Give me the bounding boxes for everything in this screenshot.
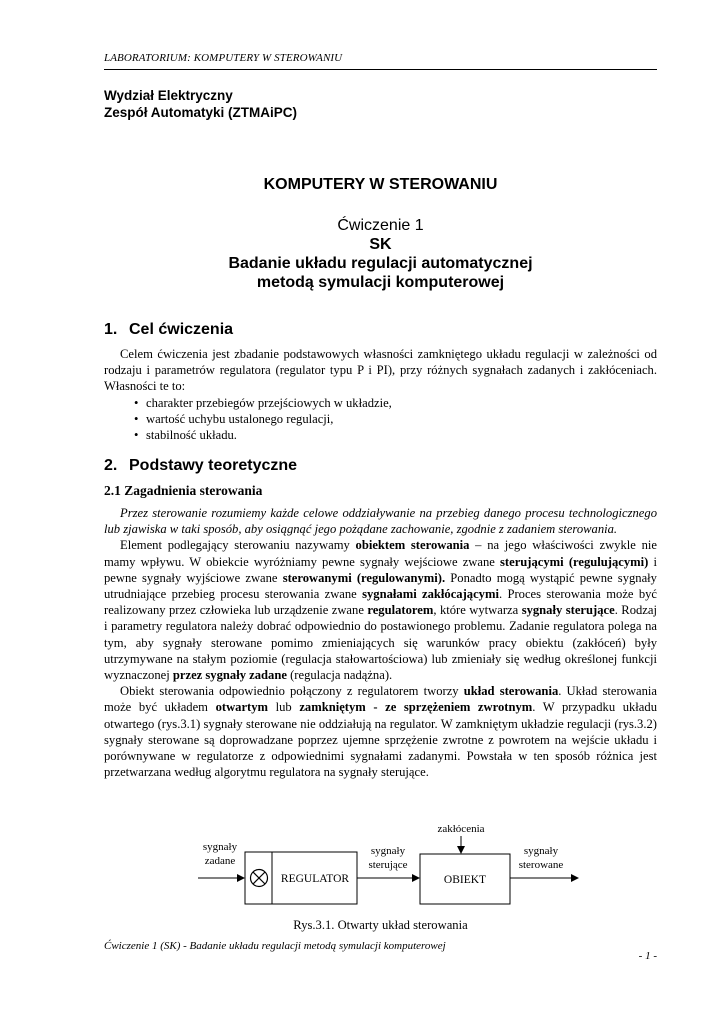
figure-caption: Rys.3.1. Otwarty układ sterowania: [293, 918, 468, 932]
bold-term: sygnałami zakłócającymi: [362, 587, 499, 602]
open-loop-diagram: [190, 818, 580, 910]
section-1-title: Cel ćwiczenia: [129, 321, 234, 338]
bold-term: otwartym: [215, 700, 269, 715]
running-header: LABORATORIUM: KOMPUTERY W STEROWANIU: [104, 52, 343, 64]
text-run: Obiekt sterowania odpowiednio połączony z regulatorem tworzy: [120, 684, 464, 699]
section-2-heading: [104, 457, 297, 475]
bullet-icon: •: [134, 428, 139, 443]
control-label-1: sygnały: [370, 845, 406, 857]
text-run: . Rodzaj i parametry regulatora należy dobrać odpowiednio do postawionego problemu. Zadanie regulatora polega na tym, aby sygnały sterowane pomimo zmieniających się warunków pracy obiektu (zakłóceń) były utrzymywane na stałym poziomie (regulacja stałowartościowa) lub zmieniały się według określonej funkcji wyznaczonej: [104, 603, 657, 683]
text-run: Ponadto mogą wystąpić pewne sygnały utrudniające przebieg procesu sterowania zwane: [104, 570, 657, 602]
section-2-title: Podstawy teoretyczne: [129, 457, 298, 474]
exercise-number: Ćwiczenie 1: [337, 217, 424, 234]
text-run: – na jego właściwości zwykle nie mamy wpływu. W obiekcie wyróżniamy pewne sygnały wejściowe zwane: [104, 538, 657, 569]
list-item: • stabilność układu.: [134, 428, 237, 443]
bold-term: układ sterowania: [463, 684, 559, 699]
department-block: [104, 87, 297, 121]
bold-term: sterującymi (regulującymi): [500, 554, 649, 569]
output-label-2: sterowane: [518, 859, 564, 871]
section-2-body: [104, 505, 657, 780]
exercise-subtitle-2: metodą symulacji komputerowej: [256, 274, 505, 291]
exercise-subtitle-1: Badanie układu regulacji automatycznej: [228, 255, 533, 272]
bullet-icon: •: [134, 396, 139, 410]
text-run: lub: [268, 700, 300, 715]
control-label-2: sterujące: [368, 859, 408, 871]
bold-term: przez sygnały zadane: [172, 668, 287, 683]
bullet-icon: •: [134, 412, 139, 427]
course-title: KOMPUTERY W STEROWANIU: [263, 176, 498, 193]
team-name: Zespół Automatyki (ZTMAiPC): [104, 105, 298, 120]
list-item: • wartość uchybu ustalonego regulacji,: [134, 412, 334, 427]
list-item: • charakter przebiegów przejściowych w układzie,: [134, 396, 392, 410]
section-1-number: 1.: [104, 321, 118, 338]
bold-term: sterowanymi (regulowanymi).: [282, 570, 446, 585]
text-run: . W przypadku układu otwartego (rys.3.1) sygnały sterowane nie oddziałują na regulator. W zamkniętym układzie regulacji (rys.3.2) sygnały sterowane są doprowadzane poprzez ujemne sprzężenie zwrotne z powrotem na wejście układu i porównywane w regulatorze z odpowiednimi sygnałami zadanymi. Powstała w ten sposób różnica jest przetwarzana według algorytmu regulatora na sygnały sterujące.: [104, 700, 657, 780]
object-label: OBIEKT: [443, 874, 487, 886]
output-label-1: sygnały: [523, 845, 559, 857]
running-footer: Ćwiczenie 1 (SK) - Badanie układu regulacji metodą symulacji komputerowej: [104, 940, 446, 952]
input-label-2: zadane: [204, 855, 236, 867]
bold-term: zamkniętym - ze sprzężeniem zwrotnym: [299, 700, 533, 715]
section-2-number: 2.: [104, 457, 118, 474]
bold-term: regulatorem: [367, 603, 434, 618]
exercise-title-block: [104, 216, 657, 292]
subsection-number: 2.1: [104, 483, 121, 498]
subsection-title: Zagadnienia sterowania: [124, 483, 263, 498]
input-label-1: sygnały: [202, 841, 238, 853]
disturbance-label: zakłócenia: [437, 823, 485, 835]
section-1-intro-text: Celem ćwiczenia jest zbadanie podstawowych własności zamkniętego układu regulacji w zależności od rodzaju i parametrów regulatora (regulator typu P i PI), przy różnych sygnałach zadanych i zakłóceniach. Własności te to:: [104, 347, 657, 394]
paragraph-system: [104, 683, 657, 780]
text-run: (regulacja nadążna).: [286, 668, 393, 683]
bold-term: sygnały sterujące: [521, 603, 615, 618]
faculty-name: Wydział Elektryczny: [104, 88, 233, 103]
exercise-code: SK: [369, 236, 392, 253]
bold-term: obiektem sterowania: [355, 538, 470, 553]
header-divider: [104, 69, 657, 70]
section-1-intro: [104, 346, 657, 395]
paragraph-elements: [104, 537, 657, 683]
section-1-bullet-list: [104, 395, 657, 444]
subsection-2-1-heading: [104, 483, 262, 499]
page-number: - 1 -: [638, 950, 657, 962]
text-run: i pewne sygnały wyjściowe zwane: [104, 554, 657, 585]
paragraph-definition: Przez sterowanie rozumiemy każde celowe oddziaływanie na przebieg danego procesu technologicznego lub zjawiska w taki sposób, aby osiągnąć jego pożądane zachowanie, zgodnie z zadaniem sterowania.: [104, 506, 657, 537]
text-run: . Układ sterowania może być układem: [104, 684, 658, 715]
text-run: , które wytwarza: [433, 603, 522, 618]
section-1-heading: [104, 321, 233, 339]
text-run: . Proces sterowania może być realizowany przez człowieka lub urządzenie zwane: [104, 587, 658, 618]
text-run: Element podlegający sterowaniu nazywamy: [120, 538, 356, 553]
regulator-label: REGULATOR: [280, 873, 350, 885]
